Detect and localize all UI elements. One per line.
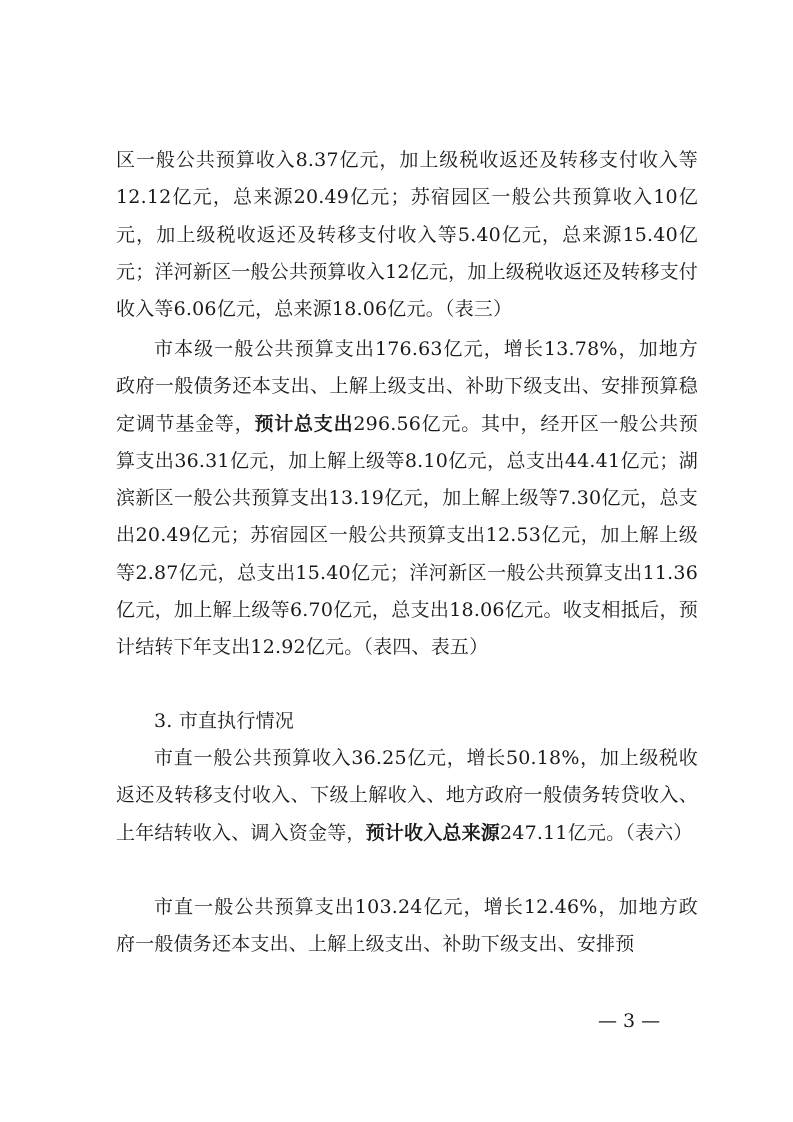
- section-heading: [116, 703, 698, 740]
- paragraph-text-part: 市直一般公共预算收入36.25亿元，增长50.18%，加上级税收返还及转移支付收入、下级上解收入、地方政府一般债务转贷收入、上年结转收入、调入资金等，: [116, 747, 698, 844]
- paragraph-text: 市直一般公共预算支出103.24亿元，增长12.46%，加地方政府一般债务还本支出、上解上级支出、补助下级支出、安排预: [116, 896, 698, 956]
- page-number: — 3 —: [598, 1010, 661, 1032]
- section-heading-text: 3. 市直执行情况: [154, 710, 294, 732]
- bold-phrase-total-revenue-source: 预计收入总来源: [365, 821, 501, 844]
- paragraph-direct-expenditure: [116, 889, 698, 964]
- paragraph-direct-revenue: [116, 740, 698, 852]
- paragraph-text-part: 市本级一般公共预算支出176.63亿元，增长13.78%，加地方政府一般债务还本支出、上解上级支出、补助下级支出、安排预算稳定调节基金等，: [116, 338, 698, 435]
- paragraph-city-expenditure: [116, 331, 698, 667]
- paragraph-text: 区一般公共预算收入8.37亿元，加上级税收返还及转移支付收入等12.12亿元，总来源20.49亿元；苏宿园区一般公共预算收入10亿元，加上级税收返还及转移支付收入等5.40亿元，总来源15.40亿元；洋河新区一般公共预算收入12亿元，加上级税收返还及转移支付收入等6.06亿元，总来源18.06亿元。（表三）: [116, 149, 698, 321]
- paragraph-text-part: 247.11亿元。（表六）: [500, 821, 693, 844]
- paragraph-district-revenue: [116, 142, 698, 328]
- paragraph-text-part: 296.56亿元。其中，经开区一般公共预算支出36.31亿元，加上解上级等8.10亿元，总支出44.41亿元；湖滨新区一般公共预算支出13.19亿元，加上解上级等7.30亿元，总支出20.49亿元；苏宿园区一般公共预算支出12.53亿元，加上解上级等2.87亿元，总支出15.40亿元；洋河新区一般公共预算支出11.36亿元，加上解上级等6.70亿元，总支出18.06亿元。收支相抵后，预计结转下年支出12.92亿元。（表四、表五）: [116, 412, 698, 659]
- bold-phrase-total-expenditure: 预计总支出: [254, 412, 354, 435]
